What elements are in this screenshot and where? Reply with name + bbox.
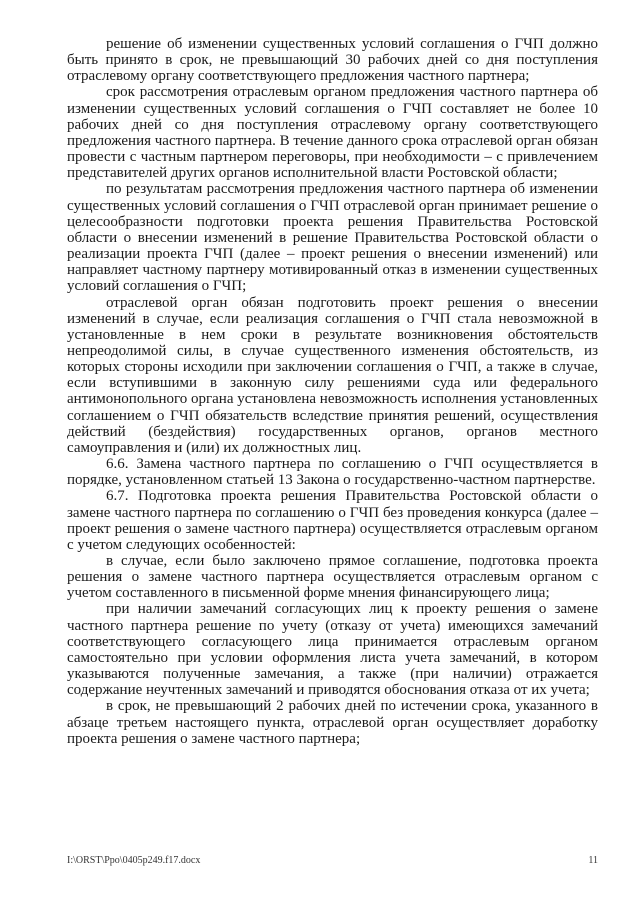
paragraph: 6.7. Подготовка проекта решения Правительства Ростовской области о замене частного партнера по соглашению о ГЧП без проведения конкурса (далее – проект решения о замене частного партнера) осуществляется отраслевым органом с учетом следующих особенностей:	[67, 488, 598, 553]
footer-file-path: I:\ORST\Ppo\0405p249.f17.docx	[67, 855, 201, 866]
paragraph: 6.6. Замена частного партнера по соглашению о ГЧП осуществляется в порядке, установленном статьей 13 Закона о государственно-частном партнерстве.	[67, 456, 598, 489]
paragraph: в случае, если было заключено прямое соглашение, подготовка проекта решения о замене частного партнера осуществляется отраслевым органом с учетом составленного в письменной форме мнения финансирующего лица;	[67, 553, 598, 602]
paragraph: по результатам рассмотрения предложения частного партнера об изменении существенных условий соглашения о ГЧП отраслевой орган принимает решение о целесообразности подготовки проекта решения Правительства Ростовской области о внесении изменений в решение Правительства Ростовской области о реализации проекта ГЧП (далее – проект решения о внесении изменений) или направляет частному партнеру мотивированный отказ в изменении существенных условий соглашения о ГЧП;	[67, 181, 598, 295]
paragraph: в срок, не превышающий 2 рабочих дней по истечении срока, указанного в абзаце третьем настоящего пункта, отраслевой орган осуществляет доработку проекта решения о замене частного партнера;	[67, 698, 598, 747]
paragraph: отраслевой орган обязан подготовить проект решения о внесении изменений в случае, если реализация соглашения о ГЧП стала невозможной в установленные в нем сроки в результате возникновения обстоятельств непреодолимой силы, в случае существенного изменения обстоятельств, из которых стороны исходили при заключении соглашения о ГЧП, а также в случае, если вступившими в законную силу решениями суда или федерального антимонопольного органа установлена невозможность исполнения установленных соглашением о ГЧП обязательств вследствие принятия решений, осуществления действий (бездействия) государственных органов, органов местного самоуправления и (или) их должностных лиц.	[67, 294, 598, 456]
page-number: 11	[588, 855, 598, 866]
paragraph: решение об изменении существенных условий соглашения о ГЧП должно быть принято в срок, не превышающий 30 рабочих дней со дня поступления отраслевому органу соответствующего предложения частного партнера;	[67, 36, 598, 85]
document-body	[67, 36, 598, 747]
page-footer	[67, 855, 598, 869]
paragraph: срок рассмотрения отраслевым органом предложения частного партнера об изменении существенных условий соглашения о ГЧП составляет не более 10 рабочих дней со дня поступления отраслевому органу соответствующего предложения частного партнера. В течение данного срока отраслевой орган обязан провести с частным партнером переговоры, при необходимости – с привлечением представителей других органов исполнительной власти Ростовской области;	[67, 84, 598, 182]
paragraph: при наличии замечаний согласующих лиц к проекту решения о замене частного партнера решение по учету (отказу от учета) имеющихся замечаний соответствующего согласующего лица принимается отраслевым органом самостоятельно при условии оформления листа учета замечаний, в котором указываются полученные замечания, а также (при наличии) отражается содержание неучтенных замечаний и приводятся обоснования отказа от их учета;	[67, 601, 598, 699]
